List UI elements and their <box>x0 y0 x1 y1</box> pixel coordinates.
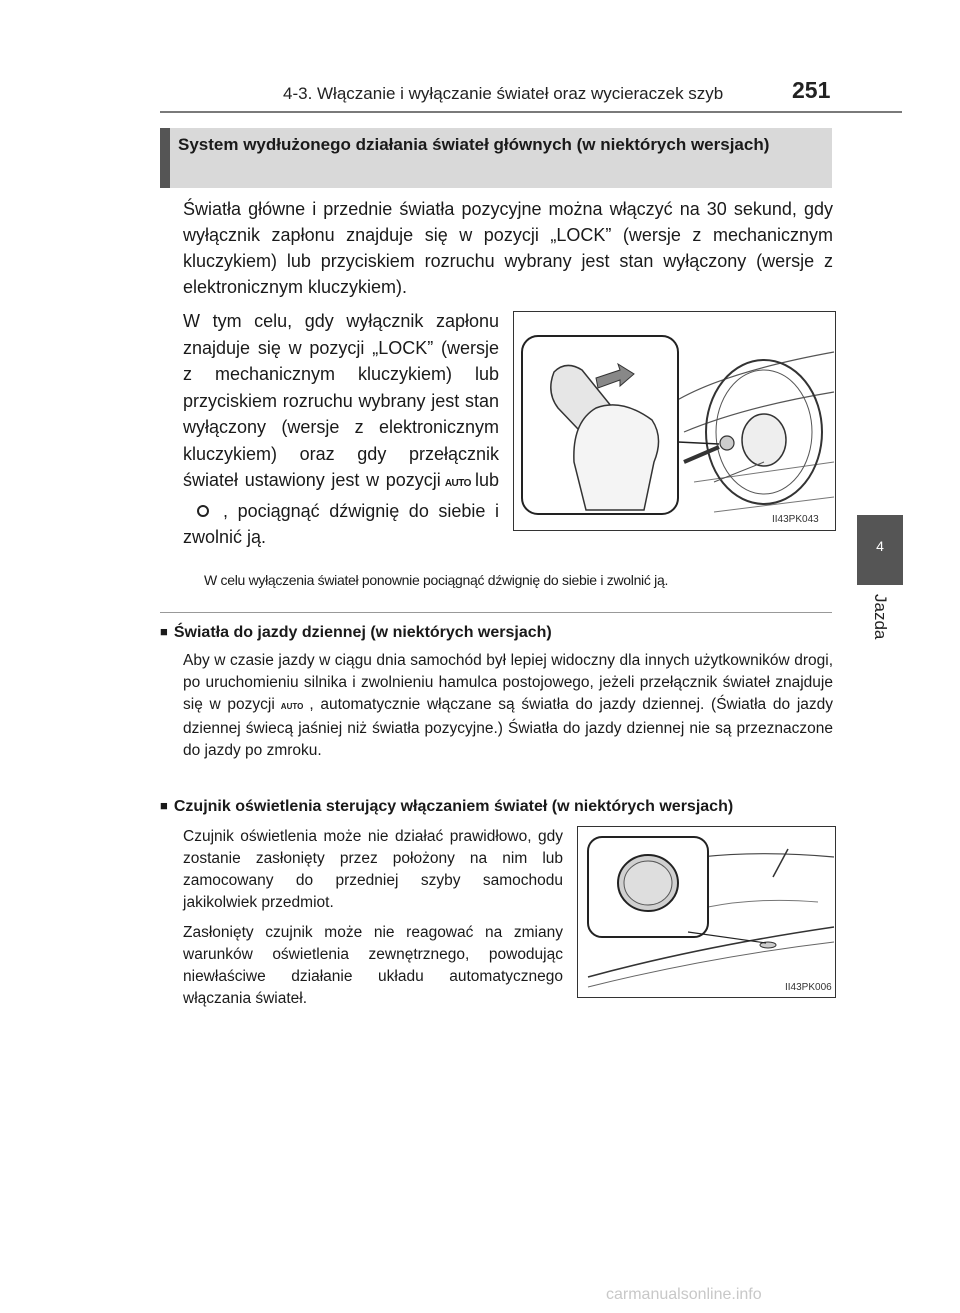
chapter-tab: 4 <box>857 515 903 585</box>
sensor-illustration <box>577 826 836 998</box>
sensor-heading <box>160 795 840 818</box>
section-title: System wydłużonego działania świateł głównych (w niektórych wersjach) <box>178 135 770 154</box>
square-bullet-icon: ■ <box>160 798 168 813</box>
day-lights-paragraph <box>183 650 833 762</box>
chapter-label-text: Jazda <box>871 594 890 640</box>
header-title: 4-3. Włączanie i wyłączanie świateł oraz wycieraczek szyb <box>283 84 724 103</box>
sensor-paragraph-1: Czujnik oświetlenia może nie działać prawidłowo, gdy zostanie zasłonięty przez położony na nim lub zamocowany do przedniej szyby samochodu jakikolwiek przedmiot. <box>183 828 563 911</box>
sensor-illustration-drawing <box>578 827 835 997</box>
sensor-paragraph-2: Zasłonięty czujnik może nie reagować na zmiany warunków oświetlenia zewnętrznego, powodując niewłaściwe działanie układu automatycznego włączania świateł. <box>183 924 563 1007</box>
section-header-bar <box>160 128 170 188</box>
lever-illustration-drawing <box>514 312 835 530</box>
figure-code: II43PK006 <box>785 982 832 993</box>
section-divider <box>160 612 832 613</box>
auto-symbol-icon: AUTO <box>444 478 471 489</box>
day-lights-heading-text: Światła do jazdy dziennej (w niektórych wersjach) <box>173 624 552 641</box>
instruction-text-2: lub <box>474 470 499 490</box>
parking-light-icon <box>197 505 209 517</box>
day-lights-heading <box>160 621 552 644</box>
instruction-paragraph <box>183 308 499 551</box>
intro-paragraph: Światła główne i przednie światła pozycyjne można włączyć na 30 sekund, gdy wyłącznik zapłonu znajduje się w pozycji „LOCK” (wersje z mechanicznym kluczykiem) lub przyciskiem rozruchu wybrany jest stan wyłączony (wersje z elektronicznym kluczykiem). <box>183 199 833 297</box>
instruction-text-1: W tym celu, gdy wyłącznik zapłonu znajduje się w pozycji „LOCK” (wersje z mechanicznym kluczykiem) lub przyciskiem rozruchu wybrany jest stan wyłączony (wersje z elektronicznym kluczykiem) oraz gdy przełącznik świateł ustawiony jest w pozycji <box>183 311 499 490</box>
square-bullet-icon: ■ <box>160 624 168 639</box>
instruction-text-3: , pociągnąć dźwignię do siebie i zwolnić ją. <box>183 500 499 547</box>
page-number: 251 <box>792 77 831 103</box>
day-lights-text-1: Aby w czasie jazdy w ciągu dnia samochód był lepiej widoczny dla innych użytkowników drogi, po uruchomieniu silnika i zwolnieniu hamulca postojowego, jeżeli przełącznik świateł znajduje się w pozycji <box>183 652 833 713</box>
sensor-heading-text: Czujnik oświetlenia sterujący włączaniem świateł (w niektórych wersjach) <box>173 798 734 815</box>
watermark: carmanualsonline.info <box>606 1286 762 1303</box>
figure-code: II43PK043 <box>772 514 819 525</box>
chapter-label <box>862 594 898 654</box>
auto-symbol-icon: AUTO <box>280 702 304 711</box>
day-lights-text-2: , automatycznie włączane są światła do jazdy dziennej. (Światła do jazdy dziennej świecą jaśniej niż światła pozycyjne.) Światła do jazdy dziennej nie są przeznaczone do jazdy po zmroku. <box>183 696 834 759</box>
note-text: W celu wyłączenia świateł ponownie pociągnąć dźwignię do siebie i zwolnić ją. <box>204 572 669 588</box>
header-rule <box>160 111 902 113</box>
lever-illustration <box>513 311 836 531</box>
